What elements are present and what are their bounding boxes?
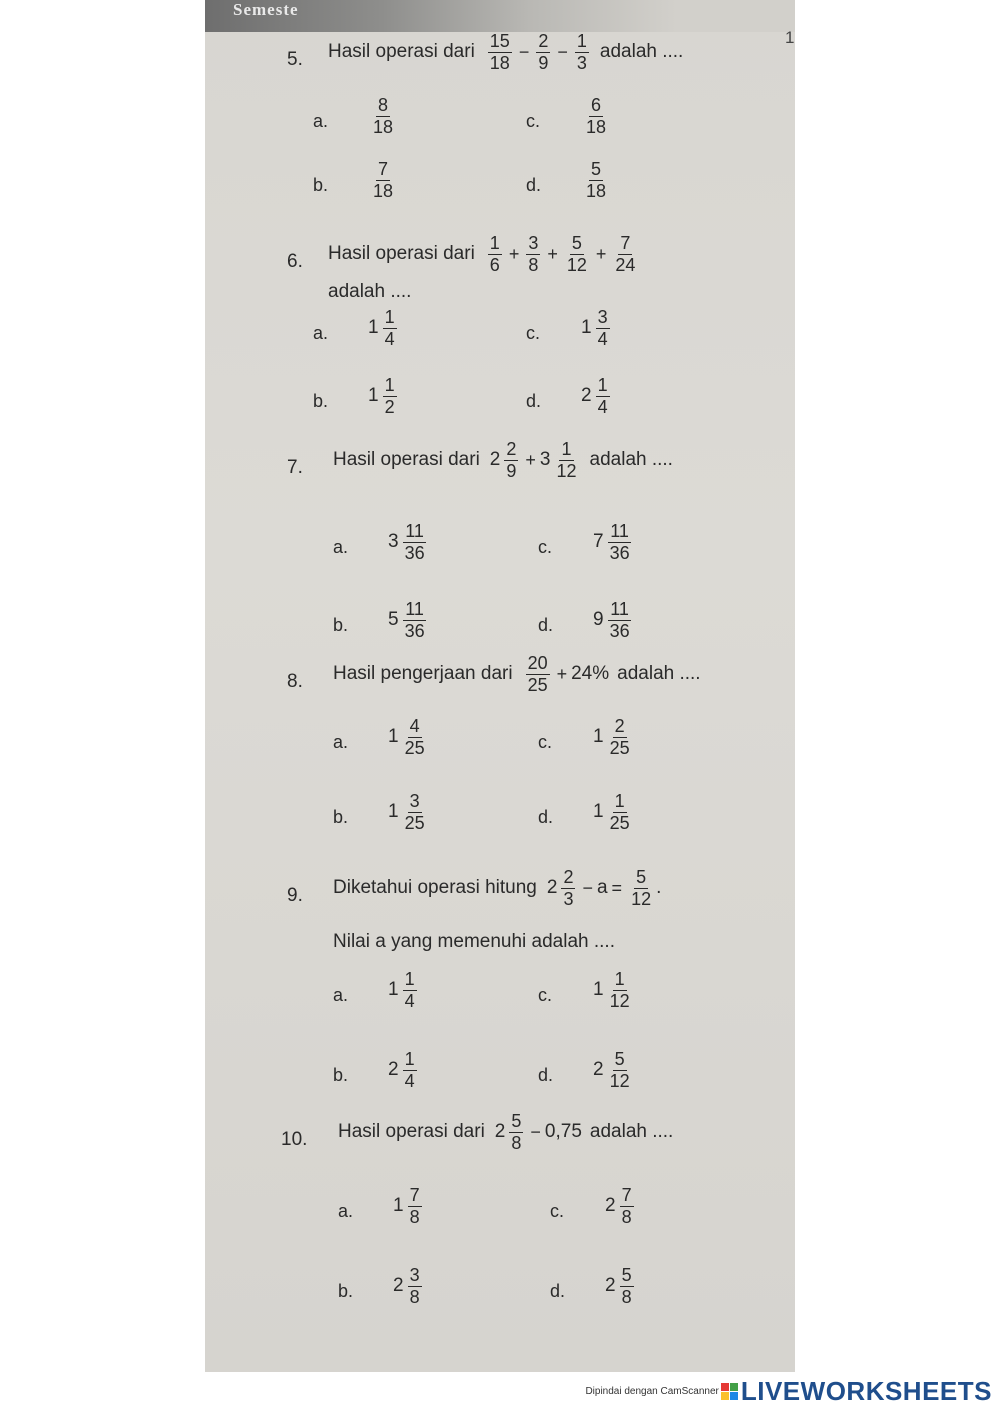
- logo-square: [730, 1392, 738, 1400]
- whole-number: 1: [388, 979, 399, 1001]
- logo-square: [721, 1392, 729, 1400]
- stem-text: Hasil operasi dari: [328, 41, 475, 63]
- answer-option[interactable]: [393, 1266, 425, 1307]
- answer-option[interactable]: [581, 308, 613, 349]
- option-letter: d.: [538, 1065, 554, 1085]
- answer-option[interactable]: [368, 96, 398, 137]
- denominator: 9: [538, 52, 549, 73]
- option-letter: b.: [313, 391, 329, 411]
- fraction: [608, 717, 632, 758]
- fraction: [488, 32, 512, 73]
- numerator: 4: [409, 716, 420, 736]
- answer-option[interactable]: [388, 717, 430, 758]
- whole-number: 1: [388, 726, 399, 748]
- denominator: 25: [609, 812, 630, 833]
- question-number: 9.: [287, 885, 303, 906]
- operator: +: [508, 243, 520, 264]
- whole-number: 1: [593, 726, 604, 748]
- stem-suffix: adalah ....: [589, 1121, 674, 1143]
- whole-number: 1: [393, 1195, 404, 1217]
- whole-number: 2: [605, 1195, 616, 1217]
- answer-option[interactable]: [368, 160, 398, 201]
- answer-option[interactable]: [388, 970, 420, 1011]
- numerator: 20: [527, 653, 548, 673]
- option-letter: a.: [338, 1201, 354, 1221]
- numerator: 5: [511, 1111, 522, 1131]
- numerator: 7: [378, 159, 389, 179]
- numerator: 1: [489, 233, 500, 253]
- stem-line-2: Nilai a yang memenuhi adalah ....: [333, 931, 615, 952]
- fraction: [584, 160, 608, 201]
- operator: +: [547, 243, 558, 264]
- page-number: 1: [785, 28, 795, 47]
- whole-number: 1: [581, 317, 592, 339]
- answer-option[interactable]: [605, 1186, 637, 1227]
- denominator: 18: [373, 180, 394, 201]
- whole-number: 2: [388, 1059, 399, 1081]
- fraction: [620, 1186, 634, 1227]
- fraction: [383, 376, 397, 417]
- numerator: 1: [597, 375, 608, 395]
- denominator: 8: [528, 254, 539, 275]
- option-letter: a.: [333, 985, 349, 1005]
- fraction: [403, 1050, 417, 1091]
- whole-number: 1: [368, 317, 379, 339]
- operator: −: [582, 877, 593, 898]
- denominator: 4: [597, 396, 608, 417]
- numerator: 2: [614, 716, 625, 736]
- operator: +: [595, 243, 607, 264]
- denominator: 4: [404, 990, 415, 1011]
- option-letter: d.: [526, 391, 542, 411]
- option-letter: b.: [338, 1281, 354, 1301]
- whole-number: 3: [539, 449, 551, 471]
- denominator: 36: [609, 542, 630, 563]
- stem-suffix: adalah ....: [589, 449, 673, 471]
- option-letter: b.: [313, 175, 329, 195]
- denominator: 8: [511, 1132, 522, 1153]
- answer-option[interactable]: [368, 308, 400, 349]
- scan-credit: Dipindai dengan CamScanner: [585, 1386, 719, 1397]
- denominator: 18: [586, 116, 607, 137]
- brand-logo-text: LIVEWORKSHEETS: [740, 1376, 992, 1406]
- question-stem: [338, 1112, 673, 1153]
- answer-option[interactable]: [593, 792, 635, 833]
- term-text: a: [596, 877, 608, 899]
- numerator: 11: [610, 599, 629, 619]
- option-letter: a.: [333, 537, 349, 557]
- fraction: [596, 308, 610, 349]
- answer-option[interactable]: [388, 792, 430, 833]
- fraction: [608, 600, 632, 641]
- numerator: 5: [621, 1265, 632, 1285]
- denominator: 8: [409, 1286, 420, 1307]
- operator: +: [556, 663, 568, 684]
- operator: +: [525, 449, 536, 470]
- numerator: 7: [409, 1185, 420, 1205]
- fraction: [629, 868, 653, 909]
- denominator: 18: [373, 116, 394, 137]
- numerator: 5: [571, 233, 582, 253]
- numerator: 11: [405, 521, 424, 541]
- option-letter: d.: [538, 807, 554, 827]
- question-number: 6.: [287, 251, 303, 272]
- fraction: [608, 1050, 632, 1091]
- option-letter: c.: [526, 111, 541, 131]
- denominator: 4: [404, 1070, 415, 1091]
- fraction: [504, 440, 518, 481]
- numerator: 3: [409, 1265, 420, 1285]
- fraction: [620, 1266, 634, 1307]
- numerator: 7: [621, 1185, 632, 1205]
- term-text: 24%: [571, 663, 610, 685]
- option-letter: c.: [538, 985, 553, 1005]
- option-letter: b.: [333, 1065, 349, 1085]
- stem-text: Diketahui operasi hitung: [333, 877, 537, 899]
- operator: −: [530, 1121, 541, 1142]
- numerator: 3: [597, 307, 608, 327]
- whole-number: 2: [489, 449, 501, 471]
- numerator: 1: [561, 439, 572, 459]
- numerator: 11: [405, 599, 424, 619]
- denominator: 9: [506, 460, 517, 481]
- fraction: [509, 1112, 523, 1153]
- whole-number: 1: [593, 979, 604, 1001]
- denominator: 12: [556, 460, 577, 481]
- denominator: 6: [489, 254, 500, 275]
- numerator: 15: [489, 31, 510, 51]
- whole-number: 5: [388, 609, 399, 631]
- question-number: 7.: [287, 457, 303, 478]
- denominator: 18: [489, 52, 510, 73]
- whole-number: 2: [605, 1275, 616, 1297]
- question-stem: [333, 868, 661, 909]
- numerator: 1: [384, 307, 395, 327]
- numerator: 2: [538, 31, 549, 51]
- numerator: 1: [614, 969, 625, 989]
- denominator: 24: [615, 254, 636, 275]
- denominator: 3: [563, 888, 574, 909]
- operator: −: [518, 41, 530, 62]
- option-letter: d.: [526, 175, 542, 195]
- whole-number: 2: [393, 1275, 404, 1297]
- denominator: 12: [609, 990, 630, 1011]
- denominator: 2: [384, 396, 395, 417]
- question-stem: [333, 654, 701, 695]
- option-letter: a.: [313, 111, 329, 131]
- fraction: [403, 600, 427, 641]
- numerator: 3: [528, 233, 539, 253]
- stem-text: Hasil pengerjaan dari: [333, 663, 513, 685]
- whole-number: 1: [388, 801, 399, 823]
- answer-option[interactable]: [593, 717, 635, 758]
- fraction: [408, 1266, 422, 1307]
- fraction: [526, 654, 550, 695]
- liveworksheets-logo-icon: [721, 1383, 738, 1400]
- numerator: 11: [610, 521, 629, 541]
- fraction: [554, 440, 578, 481]
- answer-option[interactable]: [581, 160, 611, 201]
- whole-number: 9: [593, 609, 604, 631]
- denominator: 25: [404, 737, 425, 758]
- fraction: [584, 96, 608, 137]
- answer-option[interactable]: [393, 1186, 425, 1227]
- option-letter: d.: [538, 615, 554, 635]
- question-number: 5.: [287, 49, 303, 70]
- numerator: 5: [614, 1049, 625, 1069]
- denominator: 25: [404, 812, 425, 833]
- answer-option[interactable]: [593, 600, 635, 641]
- whole-number: 2: [494, 1121, 506, 1143]
- scanned-page: [205, 0, 795, 1372]
- question-stem: [328, 32, 683, 73]
- question-stem: [328, 234, 640, 275]
- numerator: 3: [409, 791, 420, 811]
- fraction: [596, 376, 610, 417]
- term-text: 0,75: [544, 1121, 582, 1143]
- answer-option[interactable]: [368, 376, 400, 417]
- option-letter: c.: [538, 537, 553, 557]
- fraction: [536, 32, 550, 73]
- whole-number: 1: [368, 385, 379, 407]
- denominator: 12: [609, 1070, 630, 1091]
- numerator: 5: [636, 867, 647, 887]
- term-text: .: [656, 877, 662, 899]
- option-letter: c.: [538, 732, 553, 752]
- answer-option[interactable]: [593, 1050, 635, 1091]
- denominator: 4: [384, 328, 395, 349]
- numerator: 1: [576, 31, 587, 51]
- logo-square: [730, 1383, 738, 1391]
- numerator: 1: [614, 791, 625, 811]
- fraction: [403, 792, 427, 833]
- fraction: [608, 792, 632, 833]
- numerator: 2: [563, 867, 574, 887]
- fraction: [526, 234, 540, 275]
- whole-number: 2: [593, 1059, 604, 1081]
- option-letter: d.: [550, 1281, 566, 1301]
- denominator: 8: [621, 1206, 632, 1227]
- question-number: 8.: [287, 671, 303, 692]
- numerator: 7: [620, 233, 631, 253]
- denominator: 8: [621, 1286, 632, 1307]
- answer-option[interactable]: [388, 1050, 420, 1091]
- fraction: [565, 234, 589, 275]
- answer-option[interactable]: [388, 600, 430, 641]
- whole-number: 2: [546, 877, 558, 899]
- denominator: 36: [609, 620, 630, 641]
- fraction: [575, 32, 589, 73]
- numerator: 1: [404, 969, 415, 989]
- question-number: 10.: [281, 1129, 308, 1150]
- denominator: 3: [576, 52, 587, 73]
- whole-number: 3: [388, 531, 399, 553]
- denominator: 18: [586, 180, 607, 201]
- stem-suffix: adalah ....: [617, 663, 701, 685]
- stem-text: Hasil operasi dari: [328, 243, 475, 265]
- stem-text: Hasil operasi dari: [333, 449, 480, 471]
- stem-line-2: adalah ....: [328, 281, 412, 302]
- denominator: 12: [566, 254, 587, 275]
- numerator: 1: [404, 1049, 415, 1069]
- stem-suffix: adalah ....: [599, 41, 684, 63]
- fraction: [371, 160, 395, 201]
- option-letter: a.: [313, 323, 329, 343]
- whole-number: 7: [593, 531, 604, 553]
- answer-option[interactable]: [581, 96, 611, 137]
- option-letter: b.: [333, 807, 349, 827]
- footer: [585, 1376, 992, 1407]
- fraction: [608, 970, 632, 1011]
- answer-option[interactable]: [581, 376, 613, 417]
- denominator: 36: [404, 542, 425, 563]
- operator: −: [557, 41, 568, 62]
- option-letter: c.: [526, 323, 541, 343]
- fraction: [608, 522, 632, 563]
- operator: =: [611, 877, 623, 898]
- answer-option[interactable]: [605, 1266, 637, 1307]
- fraction: [408, 1186, 422, 1227]
- fraction: [383, 308, 397, 349]
- numerator: 5: [591, 159, 602, 179]
- header-tab-text: Semeste: [233, 0, 299, 19]
- denominator: 36: [404, 620, 425, 641]
- page-header-band: [205, 0, 795, 32]
- denominator: 25: [527, 674, 548, 695]
- numerator: 1: [384, 375, 395, 395]
- numerator: 8: [378, 95, 389, 115]
- answer-option[interactable]: [593, 522, 635, 563]
- option-letter: b.: [333, 615, 349, 635]
- fraction: [488, 234, 502, 275]
- logo-square: [721, 1383, 729, 1391]
- denominator: 25: [609, 737, 630, 758]
- question-stem: [333, 440, 673, 481]
- fraction: [403, 970, 417, 1011]
- whole-number: 2: [581, 385, 592, 407]
- answer-option[interactable]: [388, 522, 430, 563]
- numerator: 6: [591, 95, 602, 115]
- denominator: 8: [409, 1206, 420, 1227]
- answer-option[interactable]: [593, 970, 635, 1011]
- fraction: [613, 234, 637, 275]
- fraction: [403, 522, 427, 563]
- fraction: [403, 717, 427, 758]
- numerator: 2: [506, 439, 517, 459]
- option-letter: a.: [333, 732, 349, 752]
- option-letter: c.: [550, 1201, 565, 1221]
- fraction: [371, 96, 395, 137]
- denominator: 12: [631, 888, 652, 909]
- denominator: 4: [597, 328, 608, 349]
- fraction: [561, 868, 575, 909]
- stem-text: Hasil operasi dari: [338, 1121, 485, 1143]
- whole-number: 1: [593, 801, 604, 823]
